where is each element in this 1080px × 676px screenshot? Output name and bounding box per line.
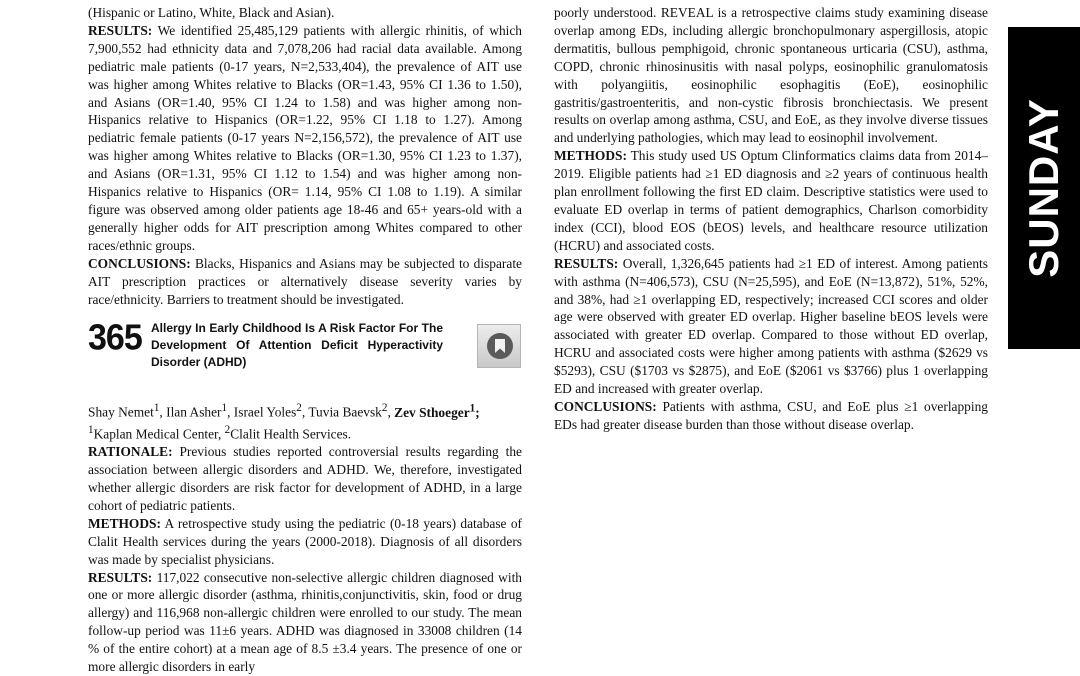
bookmark-button[interactable] — [477, 324, 521, 368]
author-separator: ; — [475, 404, 480, 420]
rationale-paragraph — [88, 443, 522, 515]
left-column — [88, 4, 522, 676]
author-separator: , — [301, 404, 309, 420]
affiliation-number: 1 — [88, 423, 94, 436]
right-intro-paragraph: poorly understood. REVEAL is a retrospective claims study examining disease overlap among EDs, including allergic bronchopulmonary aspergillosis, atopic dermatitis, bullous pemphigoid, chronic spontaneous urticaria (CSU), asthma, COPD, chronic rhinosinusitis with nasal polyps, eosinophilic granulomatosis with polyangiitis, eosinophilic esophagitis (EoE), eosinophilic gastritis/gastroenteritis, and non-cystic fibrosis bronchiectasis. We present results on overlap among asthma, CSU, and EoE, as they involve diverse tissues and underlying pathologies, which may lead to eosinophil involvement. — [554, 5, 988, 146]
right-results-text: Overall, 1,326,645 patients had ≥1 ED of interest. Among patients with asthma (N=406,573), CSU (N=25,595), and EoE (N=13,872), 51%, 52%, and 38%, had ≥1 overlapping ED, respectively; increased CCI scores and older age were observed with greater ED overlap. Higher baseline bEOS levels were associated with greater ED overlap. Compared to those without ED overlap, HCRU and associated costs were higher among patients with asthma ($2629 vs $5293), CSU ($1703 vs $2875), and EoE ($2061 vs $3766) plus 1 overlapping ED and increased with greater overlap. — [554, 255, 988, 397]
affiliation-number: 2 — [224, 423, 231, 436]
author-separator: , — [387, 404, 395, 420]
prev-results-label: RESULTS: — [88, 22, 153, 38]
results-text: 117,022 consecutive non-selective allergic children diagnosed with one or more allergic disorder (asthma, rhinitis,conjunctivitis, skin, food or drug allergy) and 116,968 non-allergic children were enrolled to our study. The mean follow-up period was 11±6 years. ADHD was diagnosed in 33008 children (14 % of the entire cohort) at a mean age of 8.5 ±3.4 years. The presence of one or more allergic disorders in early — [88, 569, 522, 675]
author-separator: , — [227, 404, 234, 420]
right-conclusions-paragraph — [554, 398, 988, 434]
author-affiliation: 1 — [469, 402, 476, 415]
abstract-title: Allergy In Early Childhood Is A Risk Factor For The Development Of Attention Deficit Hyperactivity Disorder (ADHD) — [151, 321, 443, 370]
prev-conclusions-paragraph — [88, 255, 522, 309]
right-methods-text: This study used US Optum Clinformatics claims data from 2014–2019. Eligible patients had ≥1 ED diagnosis and ≥2 years of continuous health plan enrollment following the first ED claim. Descriptive statistics were used to evaluate ED overlap in terms of patient demographics, Charlson comorbidity index (CCI), blood EOS (bEOS) levels, and healthcare resource utilization (HCRU) and associated costs. — [554, 148, 988, 253]
right-methods-label: METHODS: — [554, 148, 627, 164]
prev-results-paragraph — [88, 22, 522, 255]
prev-abstract-intro-tail: (Hispanic or Latino, White, Black and Asian). — [88, 5, 335, 20]
author: Ilan Asher — [166, 404, 222, 420]
prev-conclusions-label: CONCLUSIONS: — [88, 255, 191, 271]
abstract-365-header — [88, 318, 522, 380]
abstract-number: 365 — [88, 318, 142, 359]
results-label: RESULTS: — [88, 569, 153, 585]
right-conclusions-label: CONCLUSIONS: — [554, 398, 657, 414]
rationale-label: RATIONALE: — [88, 444, 173, 460]
right-results-label: RESULTS: — [554, 255, 619, 271]
right-column — [554, 4, 988, 434]
presenting-author-name: Zev Sthoeger — [394, 404, 470, 420]
author-affiliation: 1 — [221, 402, 228, 415]
right-results-paragraph — [554, 255, 988, 398]
right-conclusions-text: Patients with asthma, CSU, and EoE plus ≥1 overlapping EDs had greater disease burden than those without disease overlap. — [554, 398, 988, 432]
methods-text: A retrospective study using the pediatric (0-18 years) database of Clalit Health services during the years (2000-2018). Diagnosis of all disorders was made by specialist physicians. — [88, 515, 523, 567]
prev-conclusions-text: Blacks, Hispanics and Asians may be subjected to disparate AIT prescription practices or alternatively disease severity varies by race/ethnicity. Barriers to treatment should be investigated. — [88, 255, 522, 307]
author-affiliation: 2 — [296, 402, 302, 415]
methods-label: METHODS: — [88, 515, 161, 531]
results-paragraph — [88, 569, 522, 676]
rationale-text: Previous studies reported controversial results regarding the association between allergic disorders and ADHD. We, therefore, investigated whether allergic disorders are risk factor for development of ADHD, in a large cohort of pediatric patients. — [88, 444, 522, 513]
bookmark-ribbon-icon — [492, 338, 508, 354]
prev-results-text: We identified 25,485,129 patients with allergic rhinitis, of which 7,900,552 had ethnicity data and 7,078,206 had racial data available. Among pediatric male patients (0-17 years, N=2,533,404), the prevalence of AIT use was higher among Whites relative to Blacks (OR=1.43, 95% CI 1.36 to 1.50), and Asians (OR=1.40, 95% CI 1.24 to 1.58) and was higher among non-Hispanics relative to Hispanics (OR=1.22, 95% CI 1.18 to 1.27). Among pediatric female patients (0-17 years N=2,156,572), the prevalence of AIT use was higher among Whites relative to Blacks (OR=1.30, 95% CI 1.23 to 1.37), and Asians (OR=1.31, 95% CI 1.12 to 1.54) and was higher among non-Hispanics relative to Hispanics (OR= 1.14, 95% CI 1.08 to 1.19). A similar figure was observed among older patients age 18-46 and 65+ years-old with a generally higher odds for AIT prescription among Whites compared to other races/ethnic groups. — [88, 22, 523, 253]
affiliation: Kaplan Medical Center, — [93, 426, 225, 442]
right-methods-paragraph — [554, 147, 988, 254]
methods-paragraph — [88, 515, 522, 569]
author: Tuvia Baevsk — [308, 404, 382, 420]
author-list — [88, 400, 522, 443]
day-side-tab-label: SUNDAY — [1020, 98, 1067, 278]
presenting-author — [394, 402, 480, 420]
author-affiliation: 2 — [381, 402, 388, 415]
affiliation: Clalit Health Services. — [230, 426, 352, 442]
author-separator: , — [159, 404, 167, 420]
author-affiliation: 1 — [153, 402, 160, 415]
author: Shay Nemet — [88, 404, 154, 420]
day-side-tab — [1008, 27, 1080, 349]
author: Israel Yoles — [233, 404, 297, 420]
